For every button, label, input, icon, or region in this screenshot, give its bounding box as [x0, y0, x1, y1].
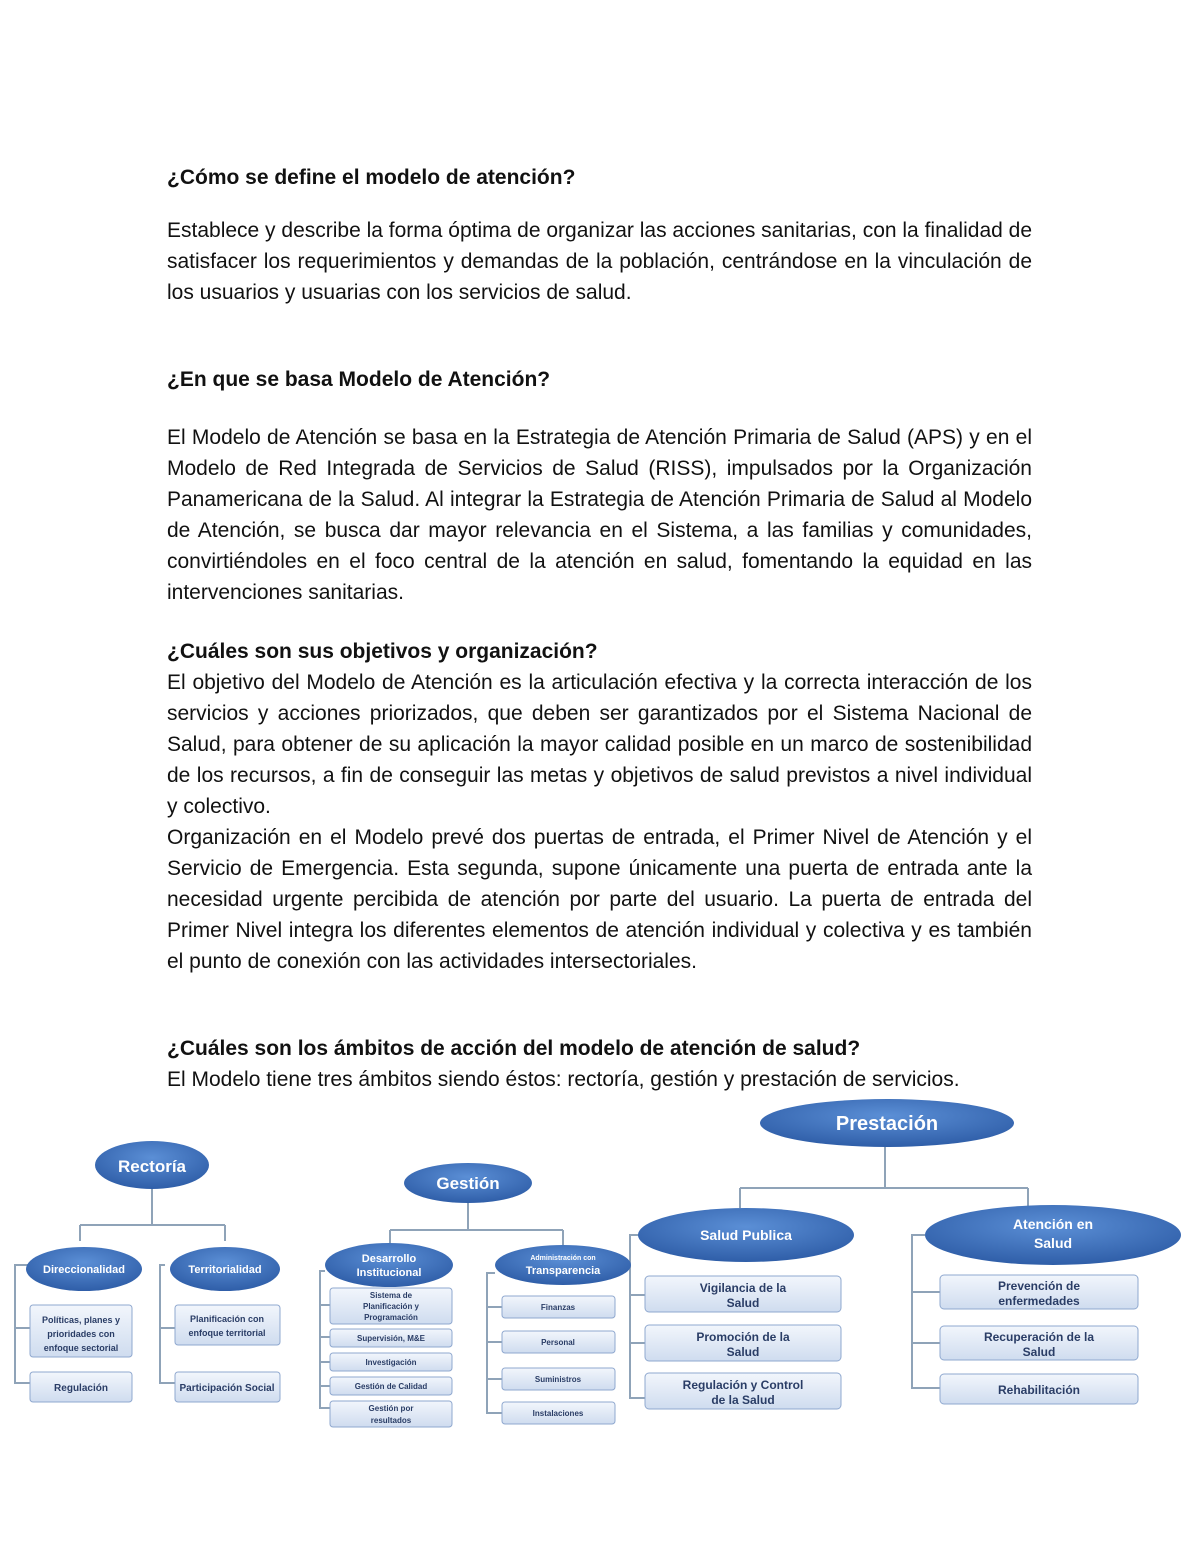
box-rehabilitacion-label: Rehabilitación: [997, 1383, 1081, 1397]
node-administracion-line1: Administración con: [530, 1255, 596, 1262]
box-promocion-line1: Promoción de la: [696, 1330, 790, 1344]
heading-ambitos: ¿Cuáles son los ámbitos de acción del modelo de atención de salud?: [167, 1037, 861, 1060]
box-politicas: [30, 1305, 132, 1357]
node-direccionalidad: [26, 1247, 142, 1291]
box-vigilancia-line1: Vigilancia de la: [699, 1281, 787, 1295]
paragraph-objetivos: [167, 667, 1032, 977]
box-calidad: [330, 1377, 452, 1395]
box-regulacion-control-line1: Regulación y Control: [682, 1378, 804, 1392]
box-vigilancia: [645, 1276, 841, 1312]
box-investigacion-label: Investigación: [365, 1358, 417, 1367]
node-rectoria: [95, 1141, 209, 1189]
box-recuperacion: [940, 1326, 1138, 1360]
box-planificacion-line1: Planificación con: [189, 1314, 265, 1324]
node-atencion-line1: Atención en: [1012, 1216, 1094, 1232]
box-sistema-line3: Programación: [364, 1313, 418, 1322]
box-rehabilitacion: [940, 1374, 1138, 1404]
box-resultados: [330, 1401, 452, 1427]
box-prevencion-line2: enfermedades: [998, 1294, 1080, 1308]
box-supervision-label: Supervisión, M&E: [356, 1334, 426, 1343]
box-supervision: [330, 1329, 452, 1347]
node-atencion-line2: Salud: [1033, 1235, 1073, 1251]
box-participacion-label: Participación Social: [179, 1383, 275, 1394]
node-prestacion: [760, 1099, 1014, 1147]
box-finanzas-label: Finanzas: [540, 1303, 576, 1312]
box-sistema: [330, 1288, 452, 1324]
box-resultados-line2: resultados: [370, 1416, 412, 1425]
node-administracion-line2: Transparencia: [525, 1265, 601, 1277]
box-recuperacion-line2: Salud: [1022, 1345, 1056, 1359]
paragraph-text: El objetivo del Modelo de Atención es la articulación efectiva y la correcta interacción de los servicios y acciones priorizados, que deben ser garantizados por el Sistema Nacional de Salud, para obtener de su aplicación la mayor calidad posible en un marco de sostenibilidad de los recursos, a fin de conseguir las metas y objetivos de salud previstos a nivel individual y colectivo.: [167, 671, 1032, 818]
ambitos-diagram: [0, 1095, 1200, 1435]
box-participacion: [175, 1372, 280, 1402]
box-regulacion-control-line2: de la Salud: [711, 1393, 775, 1407]
node-desarrollo-line1: Desarrollo: [361, 1253, 417, 1265]
box-regulacion-label: Regulación: [54, 1383, 108, 1394]
paragraph-base: [167, 422, 1032, 608]
node-rectoria-label: Rectoría: [117, 1157, 187, 1176]
box-planificacion: [175, 1305, 280, 1345]
node-territorialidad: [170, 1247, 280, 1291]
box-instalaciones: [502, 1402, 615, 1424]
box-regulacion-control: [645, 1373, 841, 1409]
box-prevencion: [940, 1275, 1138, 1309]
node-direccionalidad-label: Direccionalidad: [43, 1264, 125, 1276]
box-recuperacion-line1: Recuperación de la: [983, 1330, 1095, 1344]
node-desarrollo-line2: Institucional: [356, 1267, 422, 1279]
paragraph-ambitos: [167, 1064, 1032, 1095]
box-investigacion: [330, 1353, 452, 1371]
node-desarrollo: [325, 1243, 453, 1287]
paragraph-text: Organización en el Modelo prevé dos puertas de entrada, el Primer Nivel de Atención y el Servicio de Emergencia. Esta segunda, supone únicamente una puerta de entrada ante la necesidad urgente percibida de atención por parte del usuario. La puerta de entrada del Primer Nivel integra los diferentes elementos de atención individual y colectiva y es también el punto de conexión con las actividades intersectoriales.: [167, 826, 1032, 973]
box-politicas-line2: prioridades con: [47, 1329, 115, 1339]
node-salud-publica-label: Salud Publica: [700, 1227, 792, 1243]
box-suministros-label: Suministros: [534, 1375, 582, 1384]
box-promocion: [645, 1325, 841, 1361]
node-gestion: [404, 1163, 532, 1203]
box-resultados-line1: Gestión por: [368, 1404, 414, 1413]
heading-objetivos: ¿Cuáles son sus objetivos y organización?: [167, 640, 598, 663]
paragraph-text: El Modelo tiene tres ámbitos siendo éstos: rectoría, gestión y prestación de servicios.: [167, 1068, 960, 1091]
box-sistema-line1: Sistema de: [369, 1291, 413, 1300]
box-personal-label: Personal: [541, 1338, 575, 1347]
paragraph-text: Establece y describe la forma óptima de organizar las acciones sanitarias, con la finalidad de satisfacer los requerimientos y demandas de la población, centrándose en la vinculación de los usuarios y usuarias con los servicios de salud.: [167, 219, 1032, 304]
box-prevencion-line1: Prevención de: [997, 1279, 1081, 1293]
paragraph-definicion: [167, 215, 1032, 308]
box-personal: [502, 1331, 615, 1353]
box-promocion-line2: Salud: [726, 1345, 760, 1359]
node-gestion-label: Gestión: [436, 1174, 500, 1193]
node-atencion-salud: [925, 1205, 1181, 1265]
box-politicas-line3: enfoque sectorial: [43, 1343, 119, 1353]
node-prestacion-label: Prestación: [835, 1113, 939, 1135]
box-vigilancia-line2: Salud: [726, 1296, 760, 1310]
box-finanzas: [502, 1296, 615, 1318]
node-salud-publica: [638, 1208, 854, 1262]
node-territorialidad-label: Territorialidad: [188, 1264, 262, 1276]
box-suministros: [502, 1368, 615, 1390]
heading-base: ¿En que se basa Modelo de Atención?: [167, 368, 551, 391]
box-sistema-line2: Planificación y: [362, 1302, 420, 1311]
box-instalaciones-label: Instalaciones: [532, 1409, 584, 1418]
box-planificacion-line2: enfoque territorial: [188, 1328, 266, 1338]
heading-definicion: ¿Cómo se define el modelo de atención?: [167, 166, 576, 189]
box-regulacion: [30, 1372, 132, 1402]
box-politicas-line1: Políticas, planes y: [41, 1315, 121, 1325]
paragraph-text: El Modelo de Atención se basa en la Estrategia de Atención Primaria de Salud (APS) y en el Modelo de Red Integrada de Servicios de Salud (RISS), impulsados por la Organización Panamericana de la Salud. Al integrar la Estrategia de Atención Primaria de Salud al Modelo de Atención, se busca dar mayor relevancia en el Sistema, a las familias y comunidades, convirtiéndoles en el foco central de la atención en salud, fomentando la equidad en las intervenciones sanitarias.: [167, 426, 1032, 604]
box-calidad-label: Gestión de Calidad: [354, 1382, 428, 1391]
node-administracion: [495, 1245, 631, 1285]
